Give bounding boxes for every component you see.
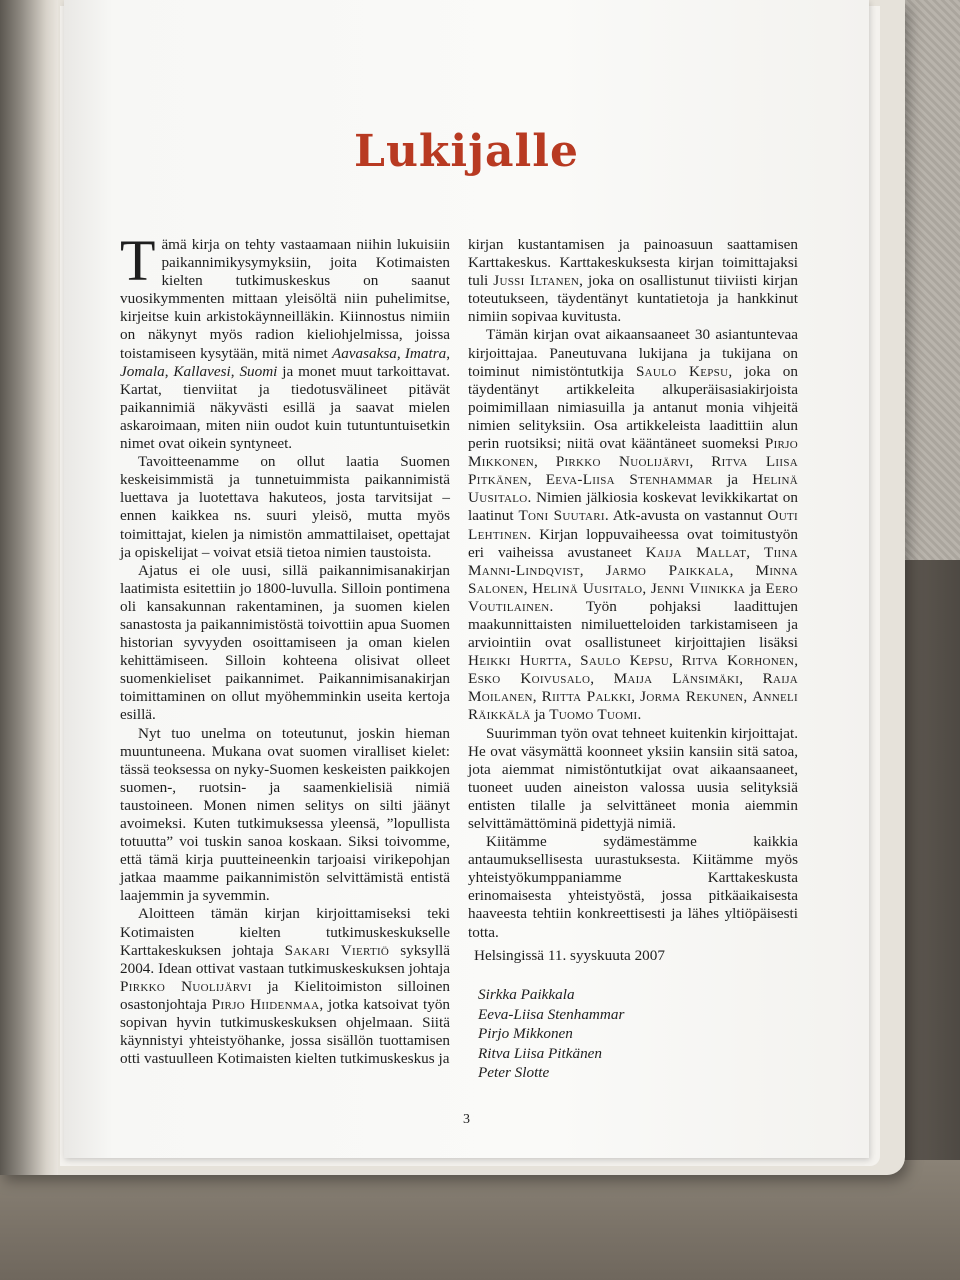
paragraph: Tavoitteenamme on ollut laatia Suomen keskeisimmistä ja tunnetuimmista paikannimistä luettava ja luotettava hakuteos, josta tarvitsijat – ennen kaikkea ns. suuri yleisö, mutta myös toimittajat, kielen ja nimistön ammattilaiset, opettajat ja opiskelijat – voivat etsiä tietoa nimien taustoista. bbox=[120, 453, 450, 561]
signature-name: Sirkka Paikkala bbox=[478, 986, 575, 1003]
person-name: Esko Koivusalo bbox=[468, 670, 591, 688]
separator: , bbox=[743, 688, 753, 706]
separator: , bbox=[590, 670, 614, 688]
separator: , bbox=[527, 471, 546, 489]
person-name: Pirkko Nuolijärvi bbox=[120, 977, 252, 995]
paragraph-text: Tämän kirjan ovat aikaansaaneet 30 asiantuntevaa kirjoittajaa. Paneutuvana lukijana ja tukijana on toiminut nimistöntutkija bbox=[468, 326, 798, 380]
paragraph-text: . Kirjan loppuvaiheessa ovat toimitustyön eri vaiheissa avustaneet bbox=[468, 525, 798, 561]
page-number: 3 bbox=[463, 1112, 470, 1127]
separator: , bbox=[579, 561, 606, 579]
paragraph-text: syksyllä 2004. Idean ottivat vastaan tutkimuskeskuksen johtaja bbox=[120, 941, 450, 977]
place-name: Kallavesi bbox=[173, 362, 231, 380]
paragraph-text: ja Kielitoimiston silloinen osastonjohtaja bbox=[120, 977, 450, 1013]
paragraph-text: , joka on täydentänyt artikkeleita alkuperäisasiakirjoista poimimillaan nimiasuilla ja antanut monia vihjeitä nimien selityksiin. Osa artikkeleista laadittiin alun perin ruotsiksi; niitä ovat kääntäneet suomeksi bbox=[468, 362, 798, 453]
paragraph-text: ja monet muut tarkoittavat. Kartat, tienviitat ja tiedotusvälineet pitävät paikannimiä näkyvästi esillä ja saavat mielen askaroimaan, miten niin oudot kuin tutuntuntuisetkin nimet ovat oikein syntyneet. bbox=[120, 362, 450, 453]
background-table bbox=[0, 1160, 960, 1280]
signature-name: Pirjo Mikkonen bbox=[478, 1025, 573, 1042]
book-spine bbox=[0, 0, 58, 1175]
page-title: Lukijalle bbox=[354, 126, 579, 177]
separator: , bbox=[230, 362, 240, 380]
paragraph bbox=[468, 326, 798, 724]
paragraph-text: , jotka katsoivat työn sopivan hyvin tutkimuskeskuksen ohjelmaan. Siitä käynnistyi yhteistyöhanke, jossa sisällön tuottamisen otti vastuulleen Kotimaisten kielten tutkimuskeskus ja bbox=[120, 995, 451, 1068]
person-name: Helinä Uusitalo bbox=[468, 471, 798, 507]
paragraph: Kiitämme sydämestämme kaikkia antaumuksellisesta uurastuksesta. Kiitämme myös yhteistyökumppaniamme Karttakeskusta erinomaisesta yhteistyöstä, jossa pitkäaikaisesta haaveesta tehtiin konkreettisesti ja lähes yltiöpäisesti totta. bbox=[468, 833, 798, 941]
person-name: Ritva Liisa Pitkänen bbox=[468, 453, 799, 489]
signature-name: Ritva Liisa Pitkänen bbox=[478, 1044, 603, 1062]
separator: ja bbox=[712, 471, 753, 489]
separator: , bbox=[794, 652, 799, 670]
signature-list bbox=[478, 985, 778, 1083]
person-name: Saulo Kepsu bbox=[580, 652, 670, 670]
person-name: Eero Voutilainen bbox=[468, 579, 798, 615]
person-name: Tiina Manni-Lindqvist bbox=[468, 543, 798, 579]
right-column bbox=[468, 236, 798, 942]
separator: , bbox=[729, 561, 756, 579]
drop-cap: T bbox=[120, 228, 156, 293]
separator: ja bbox=[530, 706, 550, 724]
separator: , bbox=[523, 579, 533, 597]
place-name: Imatra bbox=[404, 344, 447, 362]
paragraph-text: . Atk-avusta on vastannut bbox=[604, 507, 768, 525]
person-name: Sakari Viertiö bbox=[284, 941, 390, 959]
signature-name: Eeva-Liisa Stenhammar bbox=[478, 1005, 625, 1023]
paragraph: Ajatus ei ole uusi, sillä paikannimisanakirjan laatimista esitettiin jo 1800-luvulla. Silloin pontimena oli kansakunnan rakentaminen, ja suomen kielen sanastosta ja paikannimistöstä toivottiin apua Suomen historian syvyyden osoittamiseen ja oman kielen kehittämiseen. Silloin kohteena olisivat olleet suomenkieliset paikannimet. Paikannimisanakirjan toimittaminen on ollut myöhemminkin useita kertoja esillä. bbox=[120, 561, 450, 724]
paragraph-text: . Nimien jälkiosia koskevat levikkikartat on laatinut bbox=[468, 489, 798, 525]
person-name: Saulo Kepsu bbox=[635, 362, 729, 380]
person-name: Ritva Korhonen bbox=[681, 652, 795, 670]
separator: , bbox=[631, 688, 641, 706]
separator: , bbox=[689, 453, 712, 471]
person-name: Raija Moilanen bbox=[468, 670, 799, 706]
paragraph bbox=[120, 228, 451, 453]
separator: ja bbox=[745, 579, 766, 597]
person-name: Outi Lehtinen bbox=[468, 507, 798, 543]
person-name: Minna Salonen bbox=[468, 561, 799, 597]
paragraph-text: ämä kirja on tehty vastaamaan niihin lukuisiin paikannimikysymyksiin, joita Kotimaisten kielten tutkimuskeskus on saanut vuosikymmenten mittaan yleisöltä niin puhelimitse, kirjeitse kuin arkistokäynneilläkin. Kiinnostus nimiin on näkynyt myös radion kieliohjelmissa, joissa toistamiseen kysytään, mitä nimet bbox=[120, 236, 450, 362]
paragraph-text: . Työn pohjaksi laadittujen maakunnittaisten nimiluetteloiden tarkistamiseen ja arviointiin ovat osallistuneet kirjoittajien lisäksi bbox=[468, 597, 798, 652]
place-name: Suomi bbox=[239, 362, 278, 380]
separator: , bbox=[669, 652, 682, 670]
person-name: Riitta Palkki bbox=[541, 688, 632, 706]
paragraph bbox=[120, 905, 450, 1068]
book-page bbox=[64, 0, 869, 1158]
separator: , bbox=[396, 344, 405, 362]
person-name: Pirjo Hiidenmaa bbox=[211, 995, 320, 1013]
person-name: Pirkko Nuolijärvi bbox=[555, 453, 690, 471]
person-name: Jorma Rekunen bbox=[640, 688, 744, 706]
separator: . bbox=[637, 706, 642, 724]
person-name: Toni Suutari bbox=[518, 507, 605, 525]
person-name: Jenni Viinikka bbox=[650, 579, 746, 597]
person-name: Tuomo Tuomi bbox=[549, 706, 638, 724]
place-name: Aavasaksa bbox=[331, 344, 397, 362]
left-column bbox=[120, 228, 451, 1068]
separator: , bbox=[532, 688, 542, 706]
signature-name: Peter Slotte bbox=[478, 1064, 550, 1081]
person-name: Maija Länsimäki bbox=[613, 670, 740, 688]
paragraph: Nyt tuo unelma on toteutunut, joskin hieman muuntuneena. Mukana ovat suomen viralliset kielet: tässä teoksessa on nyky-Suomen keskeisten paikkojen suomen-, ruotsin- ja saamenkielisiä nimiä taustoineen. Monen nimen selitys on silti jäänyt avoimeksi. Kuten tutkimuksessa yleensä, ”lopullista totuutta” voi tuskin sanoa koskaan. Siksi toivomme, että tämä kirja puutteineenkin tarjoaisi virikepohjan jatkaa maamme paikannimistön selvittämistä entistä laajemmin ja syvemmin. bbox=[120, 724, 450, 905]
person-name: Kaija Mallat bbox=[645, 543, 747, 561]
person-name: Anneli Räikkälä bbox=[468, 688, 798, 724]
separator: , bbox=[534, 453, 556, 471]
person-name: Jarmo Paikkala bbox=[605, 561, 730, 579]
person-name: Helinä Uusitalo bbox=[532, 579, 643, 597]
paragraph bbox=[468, 236, 798, 326]
separator: , bbox=[446, 344, 451, 362]
person-name: Pirjo Mikkonen bbox=[468, 435, 798, 471]
paragraph-text: kirjan kustantamisen ja painoasuun saattamisen Karttakeskus. Karttakeskuksesta kirjan toimittajaksi tuli bbox=[468, 236, 798, 290]
paragraph-text: , joka on osallistunut tiiviisti kirjan toteutukseen, täydentänyt kuntatietoja ja hankkinut nimiin sopivaa kuvitusta. bbox=[468, 272, 798, 326]
person-name: Heikki Hurtta bbox=[468, 652, 568, 670]
paragraph: Suurimman työn ovat tehneet kuitenkin kirjoittajat. He ovat väsymättä koonneet yksiin kansiin sitä satoa, jota aiemmat nimistöntutkijat ovat aikaansaaneet, tuoneet uuden aineiston valossa uusia selityksiä entisten tilalle ja selvittäneet monia aiemmin selvittämättöminä pidettyjä nimiä. bbox=[468, 724, 798, 832]
separator: , bbox=[746, 543, 764, 561]
separator: , bbox=[642, 579, 651, 597]
separator: , bbox=[739, 670, 763, 688]
paragraph-text: Aloitteen tämän kirjan kirjoittamiseksi teki Kotimaisten kielten tutkimuskeskukselle Karttakeskuksen johtaja bbox=[120, 905, 450, 959]
person-name: Jussi Iltanen bbox=[493, 272, 580, 290]
place-name: Jomala bbox=[120, 362, 165, 380]
separator: , bbox=[567, 652, 581, 670]
person-name: Eeva-Liisa Stenhammar bbox=[545, 471, 713, 489]
separator: , bbox=[164, 362, 174, 380]
place-date-line: Helsingissä 11. syyskuuta 2007 bbox=[474, 947, 665, 964]
